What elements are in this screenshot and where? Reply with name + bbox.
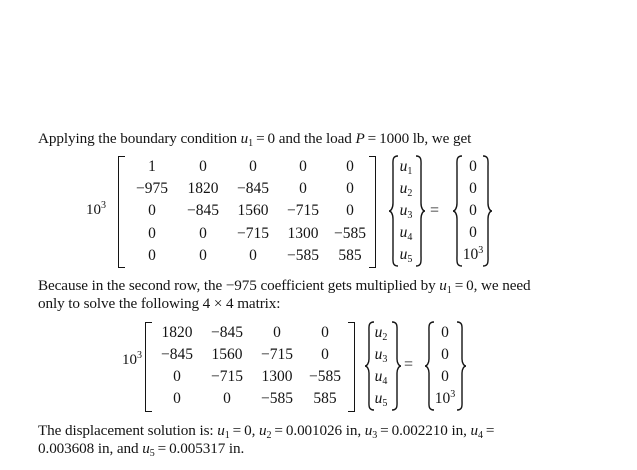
var-subscript: 5 — [149, 448, 155, 459]
rhs-entry — [441, 346, 449, 364]
var-subscript: 2 — [382, 332, 388, 343]
var-u: u — [399, 224, 408, 241]
var-subscript: 1 — [407, 166, 413, 177]
var-u: u — [240, 130, 249, 147]
rhs-entry — [469, 180, 477, 198]
right-brace-icon — [414, 155, 426, 267]
matrix-cell: −845 — [237, 180, 269, 198]
rhs-base: 0 — [469, 202, 477, 219]
matrix-cell: 1820 — [187, 180, 219, 198]
var-u: u — [142, 440, 150, 457]
var-subscript: 3 — [407, 210, 413, 221]
matrix-cell: 0 — [173, 368, 181, 385]
var-u: u — [399, 158, 408, 175]
rhs-base: 0 — [441, 346, 449, 363]
matrix-cell: −585 — [287, 246, 319, 264]
matrix-right-bracket — [348, 322, 355, 412]
var-u: u — [374, 324, 383, 341]
equals-sign: = — [485, 422, 495, 439]
rhs-entry — [469, 224, 477, 242]
var-subscript: 2 — [266, 430, 272, 441]
var-u: u — [399, 246, 408, 263]
matrix-cell: 0 — [299, 158, 307, 176]
var-subscript: 5 — [382, 398, 388, 409]
matrix-cell: 585 — [338, 246, 362, 264]
rhs-base: 10 — [462, 246, 479, 263]
unknown-entry — [400, 202, 413, 220]
var-u: u — [374, 346, 383, 363]
unknown-entry — [400, 224, 413, 242]
unknown-entry — [400, 158, 413, 176]
intro-value: 0 and the load — [267, 130, 356, 147]
intro-sentence — [38, 130, 598, 148]
matrix-cell: 0 — [148, 246, 156, 264]
matrix-cell: −585 — [309, 368, 341, 385]
var-u: u — [439, 277, 447, 294]
matrix-cell: 0 — [321, 324, 329, 341]
solution-line-2 — [38, 440, 598, 458]
factor-base: 10 — [86, 202, 101, 218]
factor-exponent: 3 — [137, 350, 142, 361]
matrix-cell: 0 — [199, 158, 207, 176]
explanation-line-1 — [38, 277, 598, 295]
rhs-entry — [469, 158, 477, 176]
unknown-entry — [375, 346, 388, 364]
reduced-matrix-4x4 — [152, 322, 348, 410]
var-subscript: 4 — [382, 376, 388, 387]
matrix-cell: 0 — [223, 390, 231, 407]
rhs-entry — [469, 202, 477, 220]
unknown-entry — [400, 180, 413, 198]
matrix-cell: 1 — [148, 158, 156, 176]
solution-text: The displacement solution is: — [38, 422, 218, 439]
var-subscript: 2 — [407, 188, 413, 199]
matrix-cell: −845 — [161, 346, 193, 363]
rhs-exponent: 3 — [478, 245, 484, 256]
var-u: u — [399, 202, 408, 219]
intro-text: Applying the boundary condition — [38, 130, 241, 147]
var-subscript: 3 — [382, 354, 388, 365]
matrix-cell: −715 — [237, 224, 269, 242]
equals-sign: = — [256, 130, 265, 147]
matrix-cell: 0 — [346, 180, 354, 198]
explain-text: Because in the second row, the −975 coefficient gets multiplied by — [38, 277, 440, 294]
displacement-vector-4 — [370, 322, 392, 410]
var-subscript: 1 — [248, 138, 254, 149]
var-subscript: 4 — [407, 232, 413, 243]
matrix-cell: 0 — [148, 224, 156, 242]
scale-factor — [86, 202, 106, 219]
rhs-base: 0 — [441, 368, 449, 385]
matrix-left-bracket — [145, 322, 152, 412]
var-subscript: 4 — [477, 430, 483, 441]
matrix-cell: 0 — [273, 324, 281, 341]
equals-sign: = — [404, 356, 414, 373]
var-subscript: 1 — [446, 285, 452, 296]
matrix-right-bracket — [369, 156, 376, 268]
unknown-entry — [375, 390, 388, 408]
equals-sign: = — [430, 202, 440, 219]
matrix-cell: 1300 — [287, 224, 319, 242]
equals-sign: = — [157, 440, 167, 457]
matrix-left-bracket — [118, 156, 125, 268]
rhs-base: 0 — [469, 224, 477, 241]
u3-value: 0.002210 in, — [391, 422, 471, 439]
rhs-entry — [441, 324, 449, 342]
matrix-cell: 585 — [313, 390, 337, 407]
rhs-base: 0 — [469, 158, 477, 175]
matrix-cell: 0 — [249, 246, 257, 264]
matrix-cell: −585 — [261, 390, 293, 407]
matrix-cell: 0 — [199, 224, 207, 242]
equals-sign: = — [274, 422, 283, 439]
matrix-cell: −715 — [211, 368, 243, 385]
matrix-cell: −715 — [287, 202, 319, 220]
factor-base: 10 — [122, 352, 137, 368]
var-subscript: 1 — [224, 430, 230, 441]
var-u: u — [364, 422, 373, 439]
right-brace-icon — [455, 321, 467, 411]
u2-value: 0.001026 in, — [285, 422, 365, 439]
matrix-cell: 0 — [299, 180, 307, 198]
load-var: P — [355, 130, 365, 147]
scale-factor — [122, 352, 142, 369]
equals-sign: = — [380, 422, 389, 439]
matrix-cell: 0 — [173, 390, 181, 407]
var-u: u — [374, 368, 383, 385]
matrix-cell: 0 — [199, 246, 207, 264]
load-value: 1000 lb, we get — [379, 130, 472, 147]
equals-sign: = — [454, 277, 464, 294]
var-u: u — [399, 180, 408, 197]
var-u: u — [374, 390, 383, 407]
var-subscript: 3 — [372, 430, 378, 441]
matrix-cell: −715 — [261, 346, 293, 363]
solution-line-1 — [38, 422, 598, 440]
equals-sign: = — [232, 422, 242, 439]
var-u: u — [259, 422, 267, 439]
right-brace-icon — [390, 321, 402, 411]
matrix-cell: −845 — [211, 324, 243, 341]
unknown-entry — [375, 324, 388, 342]
rhs-base: 10 — [434, 390, 451, 407]
var-subscript: 5 — [407, 254, 413, 265]
right-brace-icon — [481, 155, 493, 267]
factor-exponent: 3 — [101, 200, 106, 211]
unknown-entry — [400, 246, 413, 264]
matrix-cell: 0 — [346, 202, 354, 220]
u1-value: 0, — [244, 422, 259, 439]
matrix-cell: −975 — [136, 180, 168, 198]
rhs-entry — [435, 390, 456, 408]
u5-value: 0.005317 in. — [169, 440, 245, 457]
rhs-base: 0 — [469, 180, 477, 197]
matrix-cell: 1300 — [261, 368, 293, 385]
explanation-line-2: only to solve the following 4 × 4 matrix: — [38, 295, 281, 312]
matrix-cell: −585 — [334, 224, 366, 242]
matrix-cell: 1560 — [237, 202, 269, 220]
matrix-cell: 0 — [148, 202, 156, 220]
explain-text: 0, we need — [466, 277, 531, 294]
rhs-exponent: 3 — [450, 389, 456, 400]
var-u: u — [470, 422, 478, 439]
matrix-cell: 0 — [321, 346, 329, 363]
equals-sign: = — [367, 130, 377, 147]
stiffness-matrix-5x5 — [126, 156, 372, 267]
rhs-entry — [441, 368, 449, 386]
unknown-entry — [375, 368, 388, 386]
matrix-cell: −845 — [187, 202, 219, 220]
matrix-cell: 1560 — [211, 346, 243, 363]
rhs-base: 0 — [441, 324, 449, 341]
var-u: u — [217, 422, 225, 439]
matrix-cell: 1820 — [161, 324, 193, 341]
matrix-cell: 0 — [346, 158, 354, 176]
u4-value: 0.003608 in, and — [38, 440, 143, 457]
matrix-cell: 0 — [249, 158, 257, 176]
